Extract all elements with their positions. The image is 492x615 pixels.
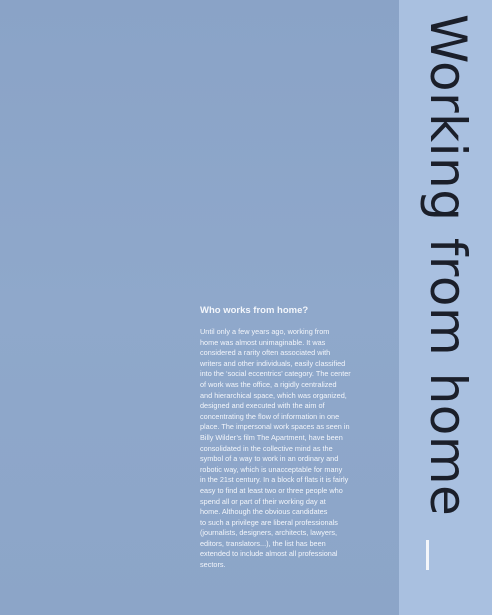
page-title: Working from home — [419, 14, 477, 517]
article-body: Until only a few years ago, working from home was almost unimaginable. It was considered a rarity often associated with writers and other individuals, easily classified into the ‘social eccentrics’ category. The center of work was the office, a rigidly centralized and hierarchical space, which was organized, designed and executed with the aim of concentrating the flow of information in one place. The impersonal work spaces as seen in Billy Wilder’s film The Apartment, have been consolidated in the collective mind as the symbol of a way to work in an ordinary and robotic way, which is unacceptable for many in the 21st century. In a block of flats it is fairly easy to find at least two or three people who spend all or part of their working day at home. Although the obvious candidates to such a privilege are liberal professionals (journalists, designers, architects, lawyers, editors, translators...), the list has been extended to include almost all professional sectors. — [200, 327, 351, 570]
title-accent-bar — [426, 540, 429, 570]
article-heading: Who works from home? — [200, 305, 309, 316]
article — [200, 305, 396, 571]
